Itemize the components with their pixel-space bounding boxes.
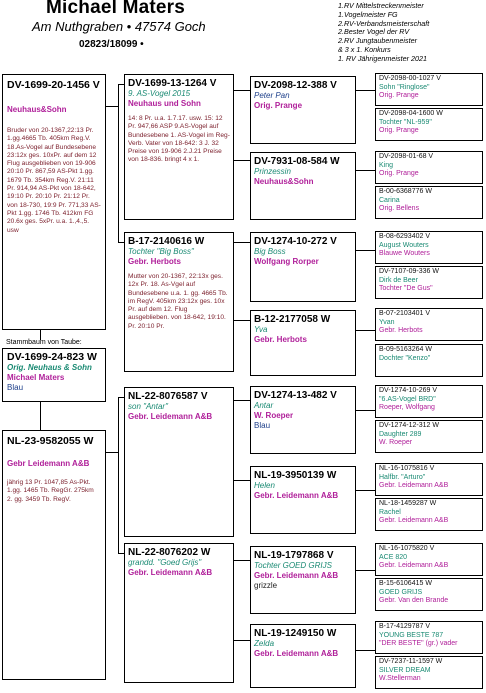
great-grandparent-card[interactable] <box>250 152 356 220</box>
ggp-ring-number: DV-1274-10-272 V <box>254 236 337 247</box>
achievements-list <box>338 2 429 64</box>
ggp-ring-number: B-12-2177058 W <box>254 314 331 325</box>
dam-description: jährig 13 Pr. 1047,85 As-Pkt. 1.gg. 1465 Tb. RegGr. 275km 2. gg. 3459 Tb. RegV. <box>7 479 94 503</box>
great-grandparent-card[interactable] <box>250 624 356 688</box>
ggp-owner: Gebr. Herbots <box>254 335 307 344</box>
ancestor-name: Yvan <box>379 318 395 326</box>
ancestor-name: Carina <box>379 196 400 204</box>
ancestor-card[interactable] <box>375 385 483 418</box>
ancestor-name: August Wouters <box>379 241 429 249</box>
ggp-color: Blau <box>254 421 271 430</box>
ancestor-name: Daughter 289 <box>379 430 422 438</box>
ancestor-name: Dochter "Kenzo" <box>379 354 431 362</box>
achievement: 2.Bester Vogel der RV <box>338 27 410 37</box>
ggp-name: Helen <box>254 481 275 490</box>
main-pigeon-card[interactable] <box>2 348 106 402</box>
ggp-ring-number: DV-7931-08-584 W <box>254 156 340 167</box>
ancestor-card[interactable] <box>375 266 483 299</box>
ggp-owner: Wolfgang Rorper <box>254 257 319 266</box>
ancestor-name: Dirk de Beer <box>379 276 418 284</box>
ancestor-card[interactable] <box>375 186 483 219</box>
ancestor-ring-number: DV-1274-12-312 W <box>379 422 439 429</box>
ancestor-owner: "DER BESTE" (gr.) vader <box>379 640 458 648</box>
ggp-owner: W. Roeper <box>254 411 294 420</box>
ancestor-card[interactable] <box>375 543 483 576</box>
ancestor-name: YOUNG BESTE 787 <box>379 631 444 639</box>
ancestor-card[interactable] <box>375 463 483 496</box>
ancestor-ring-number: DV-2098-00-1027 V <box>379 75 441 82</box>
ancestor-owner: Orig. Prange <box>379 92 419 100</box>
grandparent-owner: Gebr. Leidemann A&B <box>128 412 213 421</box>
great-grandparent-card[interactable] <box>250 386 356 454</box>
ancestor-owner: Tochter "De Gus" <box>379 285 433 293</box>
grandparent-name: 9. AS-Vogel 2015 <box>128 89 191 98</box>
ancestor-ring-number: NL-18-1459287 W <box>379 500 437 507</box>
breeder-phone: 02823/18099 • <box>79 39 144 50</box>
ancestor-card[interactable] <box>375 231 483 264</box>
ancestor-card[interactable] <box>375 308 483 341</box>
ggp-name: Zelda <box>254 639 275 648</box>
ancestor-owner: Blauwe Wouters <box>379 250 430 258</box>
ancestor-ring-number: DV-2098-04-1600 W <box>379 110 443 117</box>
ancestor-name: ACE 820 <box>379 553 408 561</box>
ggp-owner: Neuhaus&Sohn <box>254 177 314 186</box>
ggp-name: Prinzessin <box>254 167 291 176</box>
main-pigeon-owner: Michael Maters <box>7 373 65 382</box>
ancestor-ring-number: B-00-6368776 W <box>379 188 432 195</box>
ancestor-name: Sohn "Ringlose" <box>379 83 430 91</box>
ancestor-card[interactable] <box>375 621 483 654</box>
ancestor-name: King <box>379 161 394 169</box>
great-grandparent-card[interactable] <box>250 310 356 376</box>
grandparent-description: Mutter von 20-1367, 22:13x ges. 12x Pr. 18. As-Vgel auf Bundesebene u.a. 1. gg. 4665 Tb. im RegV. 405km 23:12x ges. 10x Pr. auf dem 12. Flug ausgeblieben. von 18-642, 19:10. Pr. 20:10 Pr. <box>128 273 228 330</box>
ancestor-owner: Orig. Bellens <box>379 205 420 213</box>
ggp-ring-number: DV-1274-13-482 V <box>254 390 337 401</box>
ggp-ring-number: NL-19-3950139 W <box>254 470 337 481</box>
ancestor-owner: W.Stellerman <box>379 675 421 683</box>
ancestor-card[interactable] <box>375 656 483 689</box>
great-grandparent-card[interactable] <box>250 232 356 302</box>
ancestor-card[interactable] <box>375 498 483 531</box>
ancestor-ring-number: NL-16-1075820 V <box>379 545 435 552</box>
grandparent-owner: Gebr. Leidemann A&B <box>128 568 213 577</box>
ggp-owner: Orig. Prange <box>254 101 303 110</box>
ancestor-name: Halfbr. "Arturo" <box>379 473 426 481</box>
ancestor-ring-number: DV-1274-10-269 V <box>379 387 437 394</box>
ancestor-card[interactable] <box>375 151 483 184</box>
main-pigeon-color: Blau <box>7 383 24 392</box>
ancestor-name: "6.AS-Vogel BRD" <box>379 395 436 403</box>
ancestor-owner: Gebr. Leidemann A&B <box>379 517 449 525</box>
sire-ring-number: DV-1699-20-1456 V <box>7 79 100 91</box>
grandparent-name: son "Antar" <box>128 402 168 411</box>
sire-owner: Neuhaus&Sohn <box>7 105 67 114</box>
ggp-name: Big Boss <box>254 247 286 256</box>
ancestor-name: Rachel <box>379 508 401 516</box>
ancestor-owner: Orig. Prange <box>379 127 419 135</box>
grandparent-owner: Neuhaus und Sohn <box>128 99 201 108</box>
achievement: 1. RV Jährigenmeister 2021 <box>338 53 427 63</box>
ancestor-owner: Gebr. Herbots <box>379 327 423 335</box>
dam-card[interactable] <box>2 430 106 680</box>
main-pigeon-ring-number: DV-1699-24-823 W <box>7 351 97 363</box>
ancestor-ring-number: B-09-5163264 W <box>379 346 432 353</box>
dam-ring-number: NL-23-9582055 W <box>7 435 94 447</box>
grandparent-card[interactable] <box>124 74 234 220</box>
dam-owner: Gebr Leidemann A&B <box>7 459 90 468</box>
ancestor-owner: Gebr. Leidemann A&B <box>379 482 449 490</box>
ancestor-ring-number: B-15-6106415 W <box>379 580 432 587</box>
ancestor-ring-number: DV-2098-01-68 V <box>379 153 434 160</box>
grandparent-card[interactable] <box>124 543 234 683</box>
sire-card[interactable] <box>2 74 106 330</box>
ggp-name: Tochter GOED GRIJS <box>254 561 332 570</box>
ancestor-card[interactable] <box>375 108 483 141</box>
grandparent-ring-number: B-17-2140616 W <box>128 236 205 247</box>
ancestor-ring-number: DV-7107-09-336 W <box>379 268 439 275</box>
ggp-owner: Gebr. Leidemann A&B <box>254 649 339 658</box>
sire-description: Bruder von 20-1367,22:13 Pr. 1.gg.4665 Tb. 405km Reg.V. 18.As-Vogel auf Bundesebene 23:12x ges. 10xPr. auf dem 12 Flug ausgeblieben von 19-906 20:10 Pr. 867,59 AS-Pkt 1.gg. 1679 Tb. 354km Reg.V. 21:11 Pr. 914,94 AS-Pkt von 18-642, 19:10 Pr. 20:10 Pr. 21:12 Pr. von 18-730, 19:9 Pr. 771,33 AS-Pkt 1.gg. 1746 Tb. 412km FG 20.6x ges. 5xPr. u.a. 1.,4.,5. usw <box>7 127 101 234</box>
grandparent-description: 14: 8 Pr. u.a. 1.7.17. usw. 15: 12 Pr. 947,66 ASP 9.AS-Vogel auf Bundesebene 1. AS-Vogel im Reg-Verb. Vater von 18-642: 3 J. 32 Preise von 19-906 2.J.21 Preise von 18-836. bringt 4 x 1. <box>128 115 230 164</box>
ancestor-owner: Gebr. Van den Brande <box>379 597 449 605</box>
grandparent-owner: Gebr. Herbots <box>128 257 181 266</box>
ggp-ring-number: NL-19-1249150 W <box>254 628 337 639</box>
achievement: 2.RV Jungtaubenmeister <box>338 36 417 46</box>
ggp-name: Yva <box>254 325 268 334</box>
ancestor-card[interactable] <box>375 420 483 453</box>
ancestor-owner: W. Roeper <box>379 439 413 447</box>
achievement: 1.RV Mittelstreckenmeister <box>338 1 424 10</box>
ancestor-ring-number: B-08-6293402 V <box>379 233 430 240</box>
grandparent-ring-number: NL-22-8076587 V <box>128 391 208 402</box>
ggp-name: Peter Pan <box>254 91 290 100</box>
ggp-owner: Gebr. Leidemann A&B <box>254 571 339 580</box>
ancestor-owner: Gebr. Leidemann A&B <box>379 562 449 570</box>
grandparent-name: grandd. "Goed Grijs" <box>128 558 202 567</box>
grandparent-name: Tochter "Big Boss" <box>128 247 194 256</box>
ancestor-owner: Orig. Prange <box>379 170 419 178</box>
achievement: 2.RV-Verbandsmeisterschaft <box>338 18 430 28</box>
ancestor-ring-number: NL-16-1075816 V <box>379 465 435 472</box>
great-grandparent-card[interactable] <box>250 76 356 144</box>
grandparent-card[interactable] <box>124 232 234 372</box>
ancestor-name: Tochter "NL-959" <box>379 118 432 126</box>
great-grandparent-card[interactable] <box>250 466 356 534</box>
breeder-name: Michael Maters <box>46 0 186 18</box>
great-grandparent-card[interactable] <box>250 546 356 614</box>
grandparent-card[interactable] <box>124 387 234 537</box>
ggp-owner: Gebr. Leidemann A&B <box>254 491 339 500</box>
grandparent-ring-number: DV-1699-13-1264 V <box>128 78 217 89</box>
ancestor-name: GOED GRIJS <box>379 588 423 596</box>
ancestor-ring-number: B-17-4129787 V <box>379 623 430 630</box>
ancestor-owner: Roeper, Wolfgang <box>379 404 435 412</box>
ggp-ring-number: DV-2098-12-388 V <box>254 80 337 91</box>
ggp-color: grizzle <box>254 581 278 590</box>
main-pigeon-name: Orig. Neuhaus & Sohn <box>7 363 92 372</box>
ancestor-card[interactable] <box>375 73 483 106</box>
ancestor-card[interactable] <box>375 344 483 377</box>
grandparent-ring-number: NL-22-8076202 W <box>128 547 211 558</box>
achievement: & 3 x 1. Konkurs <box>338 44 391 54</box>
ancestor-ring-number: DV-7237-11-1597 W <box>379 658 443 665</box>
ggp-name: Antar <box>254 401 274 410</box>
ancestor-name: SILVER DREAM <box>379 666 431 674</box>
ancestor-ring-number: B-07-2103401 V <box>379 310 430 317</box>
ancestor-card[interactable] <box>375 578 483 611</box>
ggp-ring-number: NL-19-1797868 V <box>254 550 334 561</box>
stammbaum-label: Stammbaum von Taube: <box>6 339 82 346</box>
breeder-address: Am Nuthgraben • 47574 Goch <box>32 19 206 34</box>
achievement: 1.Vogelmeister FG <box>338 9 398 19</box>
